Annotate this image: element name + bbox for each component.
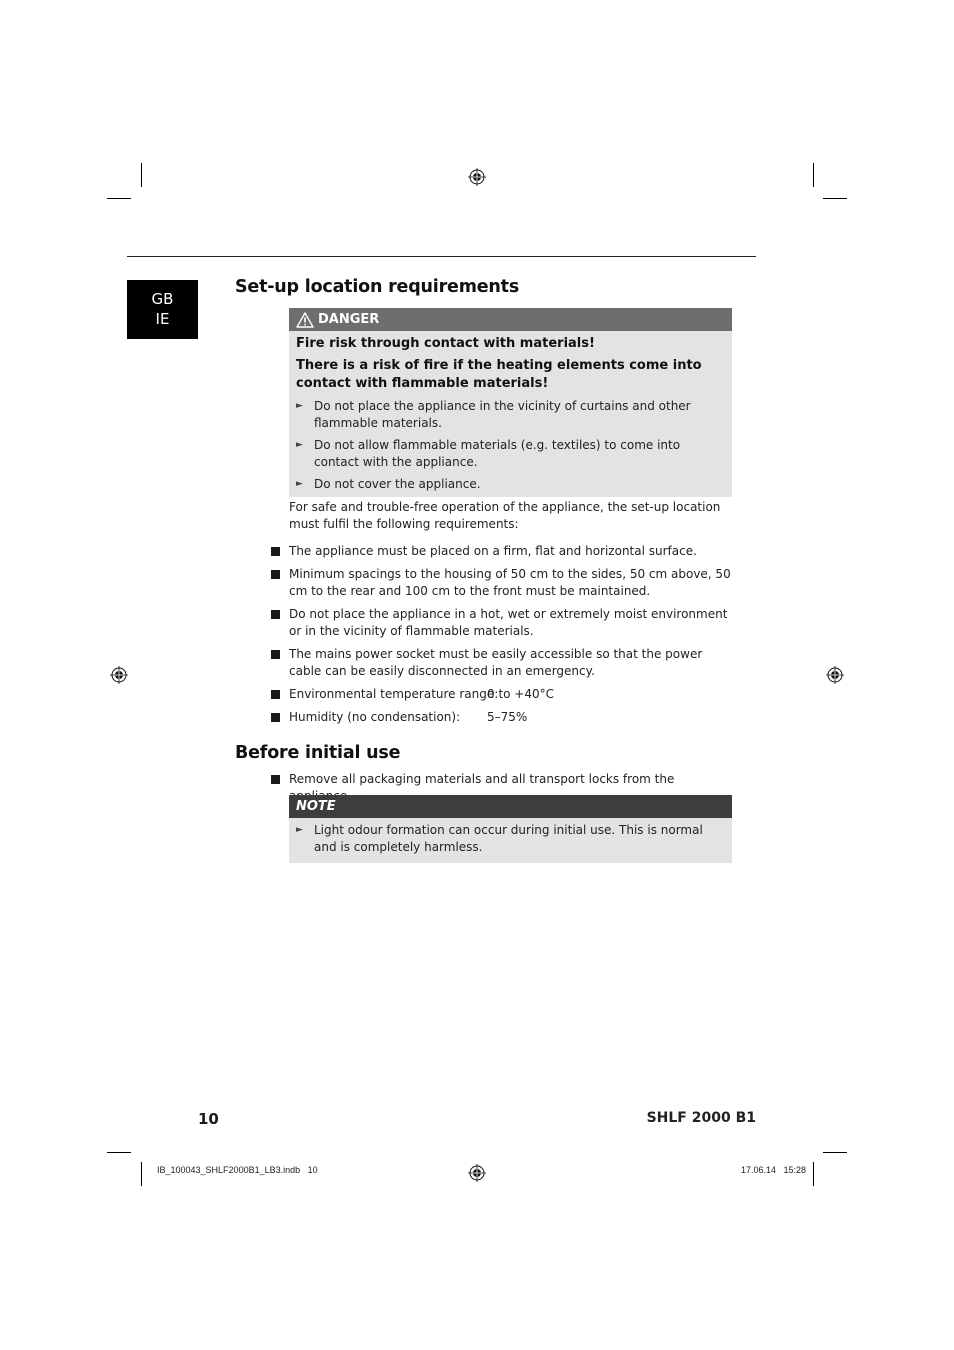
arrow-bullet-icon: ►: [296, 440, 303, 450]
list-item: [296, 398, 720, 432]
danger-box: [289, 308, 732, 497]
language-tab: [127, 280, 198, 339]
registration-mark-icon: [110, 666, 128, 684]
list-item: [296, 476, 720, 493]
requirements-list: [270, 543, 735, 726]
note-header: [289, 795, 732, 818]
danger-header: [289, 308, 732, 331]
list-item: [270, 646, 735, 680]
header-rule: [127, 256, 756, 257]
model-name: SHLF 2000 B1: [646, 1110, 756, 1126]
danger-label: DANGER: [318, 312, 380, 327]
language-code: GB: [151, 290, 174, 308]
list-item-text: The appliance must be placed on a firm, flat and horizontal surface.: [289, 544, 697, 558]
registration-mark-icon: [468, 1164, 486, 1182]
square-bullet-icon: [270, 686, 289, 703]
spec-item: [270, 686, 735, 703]
danger-heading: Fire risk through contact with materials!: [296, 336, 595, 351]
list-item-text: Remove all packaging materials and all transport locks from the: [289, 772, 675, 786]
spec-label: Environmental temperature range:: [289, 687, 499, 701]
list-item-text: Do not cover the appliance.: [314, 477, 481, 491]
list-item-text: The mains power socket must be easily accessible so that the power cable can be easily disconnected in an emergency.: [289, 647, 703, 678]
spec-item: [270, 709, 735, 726]
list-item: [270, 566, 735, 600]
registration-mark-icon: [826, 666, 844, 684]
list-item: [270, 606, 735, 640]
square-bullet-icon: [270, 566, 289, 600]
list-item-text: Do not allow flammable materials (e.g. textiles) to come into contact with the appliance.: [314, 438, 681, 469]
square-bullet-icon: [270, 646, 289, 680]
section-title-setup-location: Set-up location requirements: [235, 277, 520, 297]
square-bullet-icon: [270, 606, 289, 640]
crop-mark: [813, 1162, 814, 1186]
list-item-text: Do not place the appliance in the vicinity of curtains and other flammable materials.: [314, 399, 691, 430]
crop-mark: [141, 163, 142, 187]
danger-body: [289, 331, 732, 497]
spec-value: 5–75%: [487, 710, 528, 724]
list-item: [296, 822, 720, 856]
danger-heading: There is a risk of fire if the heating elements come into contact with flammable materials!: [296, 358, 702, 391]
list-item-text: Light odour formation can occur during initial use. This is normal and is completely harmless.: [314, 823, 703, 854]
crop-mark: [107, 1152, 131, 1153]
spec-value: 0 to +40°C: [487, 687, 555, 701]
crop-mark: [107, 198, 131, 199]
note-label: NOTE: [296, 799, 336, 814]
intro-paragraph: For safe and trouble-free operation of the appliance, the set-up location must fulfil the following requirements:: [289, 500, 721, 531]
section-title-before-initial-use: Before initial use: [235, 743, 401, 763]
list-item-text: Minimum spacings to the housing of 50 cm to the sides, 50 cm above, 50 cm to the rear and 100 cm to the front must be maintained.: [289, 567, 731, 598]
language-code: IE: [155, 310, 170, 328]
square-bullet-icon: [270, 709, 289, 726]
square-bullet-icon: [270, 771, 289, 805]
arrow-bullet-icon: ►: [296, 479, 303, 489]
note-box: [289, 795, 732, 863]
crop-mark: [813, 163, 814, 187]
crop-mark: [823, 1152, 847, 1153]
arrow-bullet-icon: ►: [296, 825, 303, 835]
crop-mark: [823, 198, 847, 199]
list-item: [270, 543, 735, 560]
note-body: [289, 818, 732, 863]
list-item: [296, 437, 720, 471]
list-item-text: Do not place the appliance in a hot, wet or extremely moist environment or in the vicinity of flammable materials.: [289, 607, 728, 638]
arrow-bullet-icon: ►: [296, 401, 303, 411]
warning-triangle-icon: [296, 312, 314, 328]
print-slug-date: 17.06.14 15:28: [740, 1165, 806, 1175]
crop-mark: [141, 1162, 142, 1186]
registration-mark-icon: [468, 168, 486, 186]
spec-label: Humidity (no condensation):: [289, 710, 461, 724]
page-number: 10: [198, 1110, 219, 1128]
square-bullet-icon: [270, 543, 289, 560]
print-slug-file: IB_100043_SHLF2000B1_LB3.indb 10: [157, 1165, 318, 1175]
